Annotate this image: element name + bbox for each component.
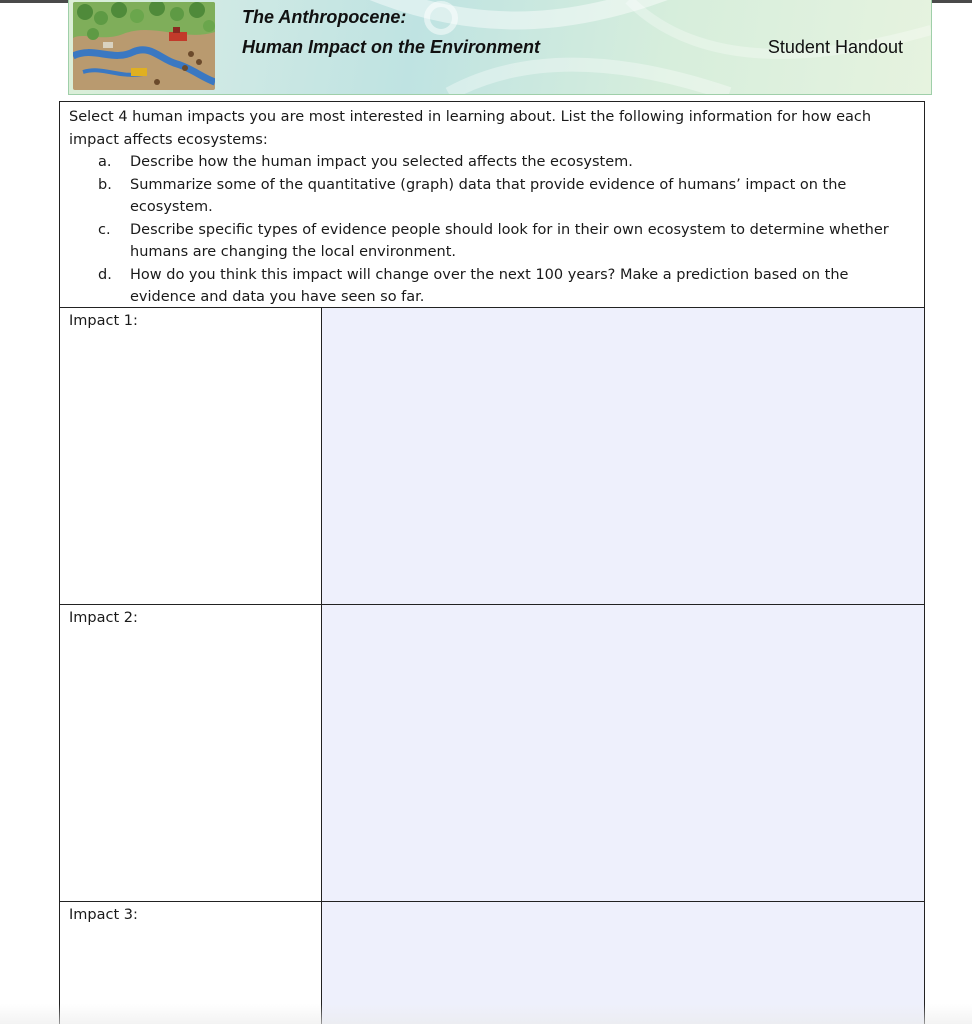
instruction-marker: a. bbox=[98, 154, 112, 170]
instruction-marker: c. bbox=[98, 221, 111, 238]
handout-title-line-2: Human Impact on the Environment bbox=[242, 37, 541, 57]
impact-3-answer-field[interactable] bbox=[322, 902, 925, 1024]
instruction-marker: d. bbox=[98, 266, 112, 283]
impact-label-cell bbox=[60, 308, 322, 605]
instruction-item-b bbox=[69, 174, 914, 219]
instruction-text: Describe specific types of evidence people should look for in their own ecosystem to determine whether humans are changing the local environment. bbox=[130, 221, 889, 260]
impact-row-2 bbox=[60, 605, 925, 902]
impact-2-answer-field[interactable] bbox=[322, 605, 925, 902]
impact-label-cell bbox=[60, 902, 322, 1024]
impact-table bbox=[59, 307, 925, 1024]
impact-label-cell bbox=[60, 605, 322, 902]
instruction-text: Describe how the human impact you selected affects the ecosystem. bbox=[130, 154, 633, 170]
impact-label: Impact 3: bbox=[69, 907, 138, 923]
impact-row-3 bbox=[60, 902, 925, 1024]
instruction-item-a bbox=[69, 151, 914, 174]
student-handout-label: Student Handout bbox=[767, 37, 903, 57]
impact-1-answer-field[interactable] bbox=[322, 308, 925, 605]
instruction-text: Summarize some of the quantitative (graph) data that provide evidence of humans’ impact on the ecosystem. bbox=[130, 176, 847, 215]
impact-row-1 bbox=[60, 308, 925, 605]
landscape-illustration-icon bbox=[73, 2, 215, 90]
instructions-intro: Select 4 human impacts you are most interested in learning about. List the following information for how each impact affects ecosystems: bbox=[69, 109, 872, 148]
instructions-box bbox=[59, 101, 925, 307]
handout-title-line-1: The Anthropocene: bbox=[242, 7, 407, 27]
instructions-list bbox=[69, 151, 914, 309]
instruction-item-c bbox=[69, 219, 914, 264]
instruction-marker: b. bbox=[98, 176, 112, 193]
impact-label: Impact 2: bbox=[69, 610, 138, 626]
header-banner bbox=[68, 0, 932, 95]
impact-label: Impact 1: bbox=[69, 313, 138, 329]
instruction-item-d bbox=[69, 264, 914, 309]
instruction-text: How do you think this impact will change over the next 100 years? Make a prediction based on the evidence and data you have seen so far. bbox=[130, 266, 849, 305]
